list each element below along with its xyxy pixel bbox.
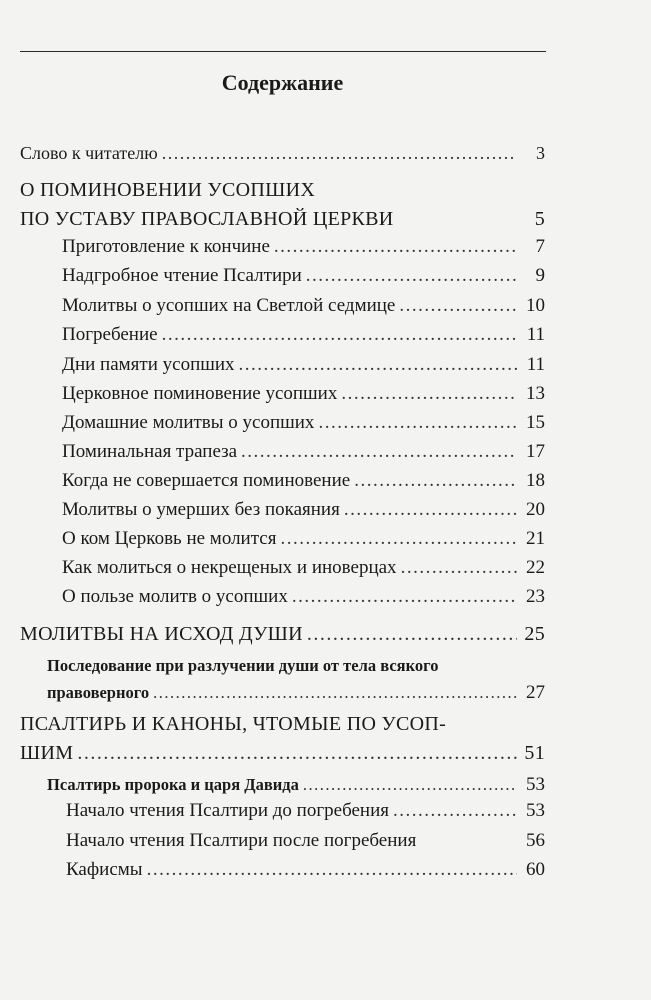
dot-leader bbox=[162, 143, 517, 164]
toc-section bbox=[20, 208, 545, 231]
toc-entry-title: ПО УСТАВУ ПРАВОСЛАВНОЙ ЦЕРКВИ bbox=[20, 208, 394, 230]
toc-entry-page: 18 bbox=[526, 470, 545, 491]
toc-section bbox=[20, 623, 545, 646]
dot-leader bbox=[147, 859, 517, 881]
dot-leader bbox=[401, 557, 517, 579]
toc-entry-title: Кафисмы bbox=[66, 859, 143, 880]
toc-entry bbox=[66, 800, 545, 822]
toc-section-line1: ПСАЛТИРЬ И КАНОНЫ, ЧТОМЫЕ ПО УСОП- bbox=[20, 713, 447, 735]
toc-entry bbox=[62, 412, 545, 434]
toc-entry-page: 15 bbox=[526, 412, 545, 433]
dot-leader bbox=[241, 441, 517, 463]
toc-entry-page: 7 bbox=[535, 236, 545, 257]
toc-entry-page: 60 bbox=[526, 859, 545, 880]
toc-entry-title: Когда не совершается поминовение bbox=[62, 470, 351, 491]
toc-entry-title: Дни памяти усопших bbox=[62, 354, 235, 375]
toc-entry-page: 11 bbox=[526, 324, 545, 345]
dot-leader bbox=[354, 470, 517, 492]
toc-entry-page: 53 bbox=[526, 774, 545, 795]
dot-leader bbox=[153, 683, 517, 703]
toc-entry bbox=[62, 557, 545, 579]
toc-entry-page: 20 bbox=[526, 499, 545, 520]
toc-entry-page: 9 bbox=[535, 265, 545, 286]
toc-entry-title: Погребение bbox=[62, 324, 158, 345]
dot-leader bbox=[306, 265, 517, 287]
toc-entry-title: Молитвы о умерших без покаяния bbox=[62, 499, 340, 520]
toc-entry-page: 51 bbox=[524, 742, 545, 764]
toc-entry-title: Начало чтения Псалтири до погребения bbox=[66, 800, 389, 821]
toc-entry-title: правоверного bbox=[47, 683, 150, 702]
toc-subsection bbox=[47, 774, 545, 796]
dot-leader bbox=[292, 586, 517, 608]
toc-entry bbox=[62, 265, 545, 287]
toc-entry bbox=[62, 586, 545, 608]
toc-entry-title: МОЛИТВЫ НА ИСХОД ДУШИ bbox=[20, 623, 303, 645]
toc-entry-page: 56 bbox=[526, 830, 545, 851]
toc-entry bbox=[20, 143, 545, 164]
dot-leader bbox=[303, 775, 517, 795]
toc-entry-page: 5 bbox=[534, 208, 545, 230]
toc-entry-page: 17 bbox=[526, 441, 545, 462]
toc-entry bbox=[62, 236, 545, 258]
toc-entry-page: 27 bbox=[526, 682, 545, 703]
toc-entry-page: 25 bbox=[524, 623, 545, 645]
toc-entry-page: 21 bbox=[526, 528, 545, 549]
dot-leader bbox=[307, 623, 517, 646]
page-title: Содержание bbox=[221, 70, 344, 95]
dot-leader bbox=[280, 528, 517, 550]
toc-entry-title: Церковное поминовение усопших bbox=[62, 383, 338, 404]
toc-entry-page: 10 bbox=[526, 295, 545, 316]
toc-entry bbox=[62, 499, 545, 521]
toc-entry-title: О пользе молитв о усопших bbox=[62, 586, 288, 607]
toc-entry-title: Как молиться о некрещеных и иноверцах bbox=[62, 557, 397, 578]
toc-entry bbox=[62, 383, 545, 405]
toc-entry bbox=[66, 830, 545, 852]
toc-entry bbox=[62, 295, 545, 317]
toc-entry-page: 13 bbox=[526, 383, 545, 404]
dot-leader bbox=[274, 236, 517, 258]
dot-leader bbox=[341, 383, 517, 405]
toc-section-line1: О ПОМИНОВЕНИИ УСОПШИХ bbox=[20, 179, 316, 201]
toc-entry-page: 22 bbox=[526, 557, 545, 578]
toc-entry-page: 23 bbox=[526, 586, 545, 607]
toc-entry bbox=[62, 441, 545, 463]
toc-entry-title: О ком Церковь не молится bbox=[62, 528, 277, 549]
toc-entry bbox=[66, 859, 545, 881]
toc-entry bbox=[62, 528, 545, 550]
toc-subsection bbox=[47, 682, 545, 704]
toc-entry-page: 11 bbox=[526, 354, 545, 375]
dot-leader bbox=[344, 499, 517, 521]
toc-entry-title: Приготовление к кончине bbox=[62, 236, 270, 257]
toc-entry-title: Молитвы о усопших на Светлой седмице bbox=[62, 295, 396, 316]
dot-leader bbox=[162, 324, 517, 346]
toc-entry-title: Начало чтения Псалтири после погребения bbox=[66, 830, 417, 851]
toc-subsection-line1: Последование при разлучении души от тела всякого bbox=[47, 656, 439, 675]
toc-entry bbox=[62, 470, 545, 492]
dot-leader bbox=[399, 295, 517, 317]
dot-leader bbox=[239, 354, 517, 376]
dot-leader bbox=[393, 800, 517, 822]
dot-leader bbox=[318, 412, 517, 434]
toc-entry bbox=[62, 354, 545, 376]
toc-entry-title: ШИМ bbox=[20, 742, 74, 764]
toc-entry-page: 53 bbox=[526, 800, 545, 821]
toc-entry-title: Слово к читателю bbox=[20, 143, 158, 163]
toc-entry-page: 3 bbox=[536, 143, 545, 163]
toc-section bbox=[20, 742, 545, 765]
toc-entry-title: Надгробное чтение Псалтири bbox=[62, 265, 302, 286]
toc-entry-title: Поминальная трапеза bbox=[62, 441, 238, 462]
dot-leader bbox=[77, 742, 517, 765]
toc-entry-title: Домашние молитвы о усопших bbox=[62, 412, 315, 433]
toc-entry-title: Псалтирь пророка и царя Давида bbox=[47, 775, 299, 794]
toc-entry bbox=[62, 324, 545, 346]
